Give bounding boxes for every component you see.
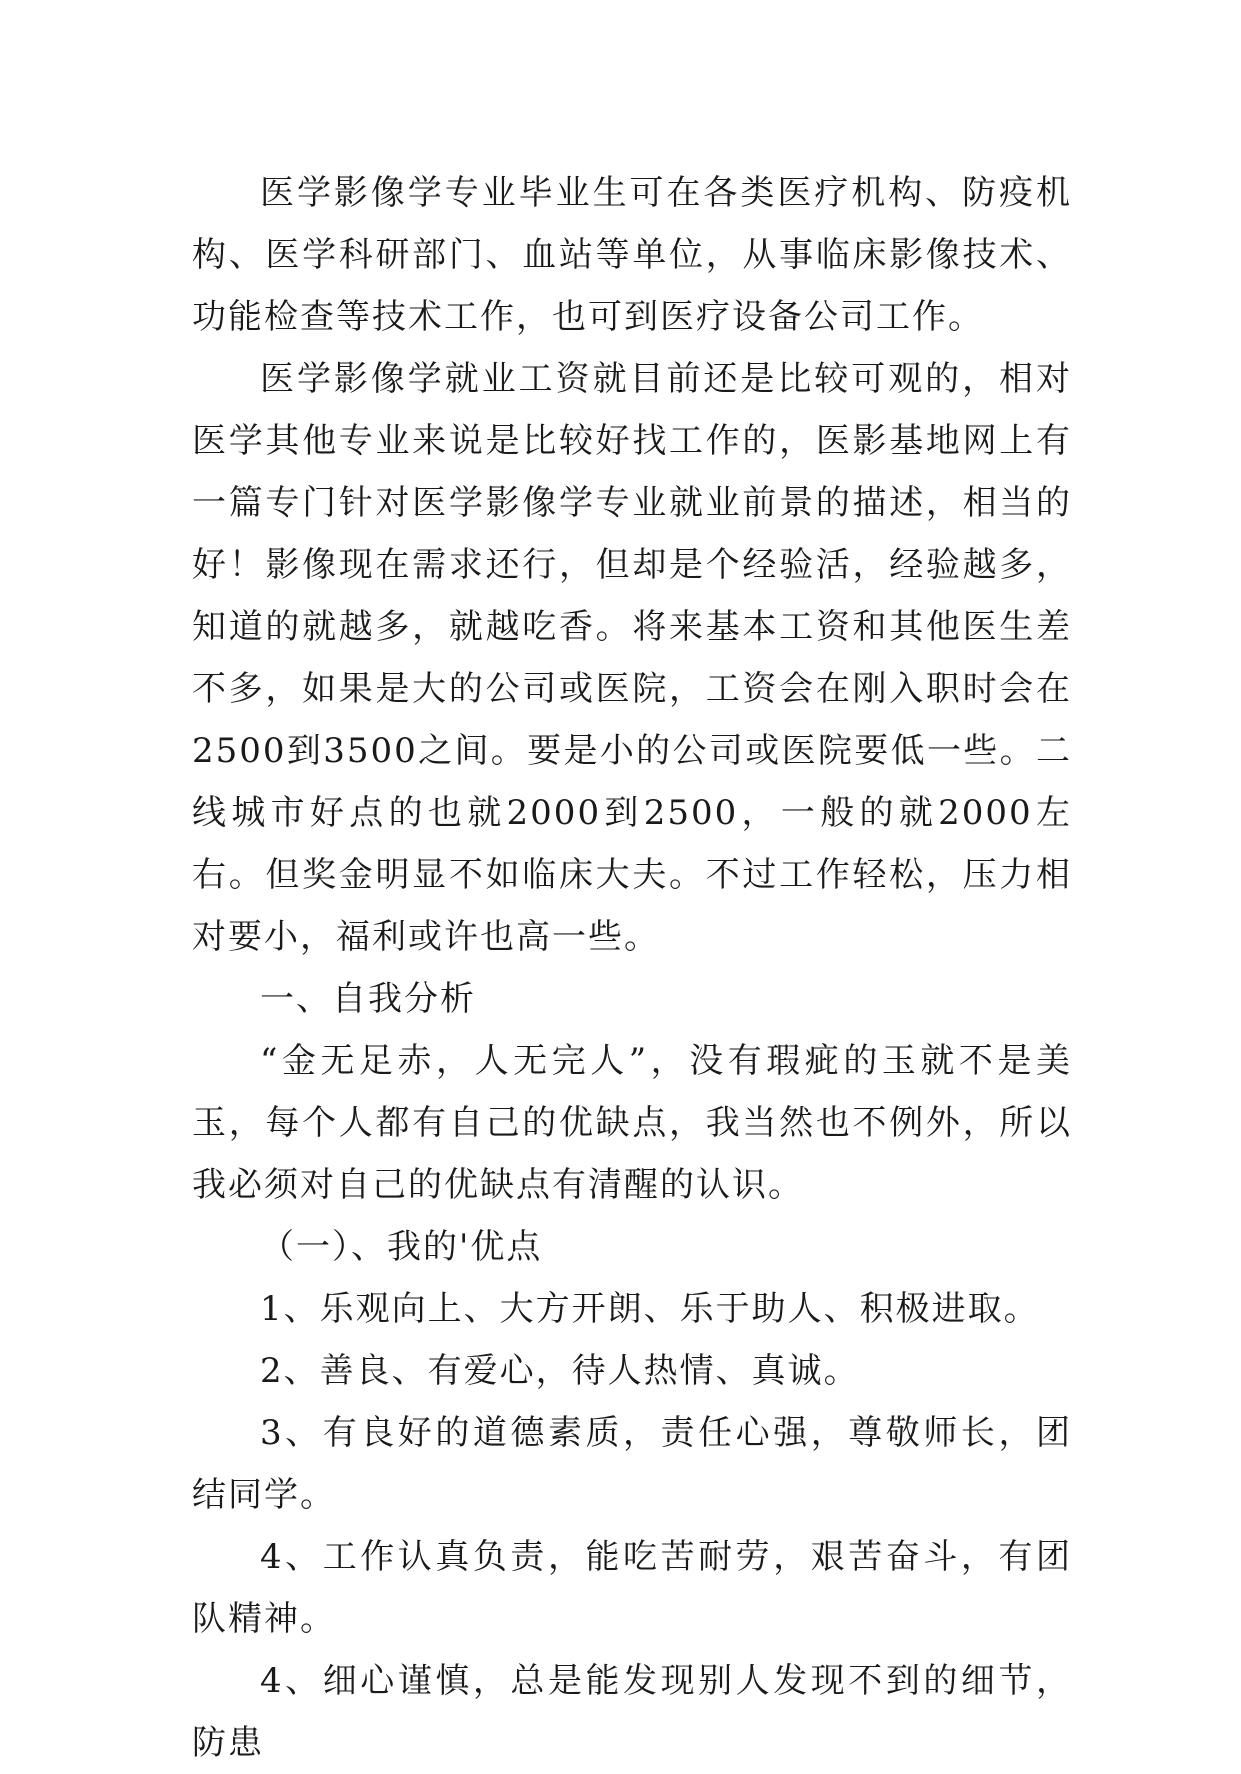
strength-item: 1、乐观向上、大方开朗、乐于助人、积极进取。 [260, 1289, 1040, 1329]
paragraph-employment-scope: 医学影像学专业毕业生可在各类医疗机构、防疫机构、医学科研部门、血站等单位，从事临床影像技术、功能检查等技术工作，也可到医疗设备公司工作。 [192, 173, 1072, 337]
subheading-strengths: （一）、我的'优点 [260, 1227, 543, 1267]
paragraph-self-analysis-intro: “金无足赤，人无完人”，没有瑕疵的玉就不是美玉，每个人都有自己的优缺点，我当然也不例外，所以我必须对自己的优缺点有清醒的认识。 [192, 1041, 1072, 1205]
paragraph-salary: 医学影像学就业工资就目前还是比较可观的，相对医学其他专业来说是比较好找工作的，医影基地网上有一篇专门针对医学影像学专业就业前景的描述，相当的好！影像现在需求还行，但却是个经验活，经验越多，知道的就越多，就越吃香。将来基本工资和其他医生差不多，如果是大的公司或医院，工资会在刚入职时会在2500到3500之间。要是小的公司或医院要低一些。二线城市好点的也就2000到2500，一般的就2000左右。但奖金明显不如临床大夫。不过工作轻松，压力相对要小，福利或许也高一些。 [192, 359, 1072, 957]
strength-item: 4、工作认真负责，能吃苦耐劳，艰苦奋斗，有团队精神。 [192, 1537, 1072, 1639]
strength-item: 2、善良、有爱心，待人热情、真诚。 [260, 1351, 860, 1391]
document-body [192, 162, 1072, 1774]
strength-item: 4、细心谨慎，总是能发现别人发现不到的细节，防患 [192, 1661, 1072, 1763]
strength-item: 3、有良好的道德素质，责任心强，尊敬师长，团结同学。 [192, 1413, 1072, 1515]
section-heading-self-analysis: 一、自我分析 [260, 979, 476, 1019]
